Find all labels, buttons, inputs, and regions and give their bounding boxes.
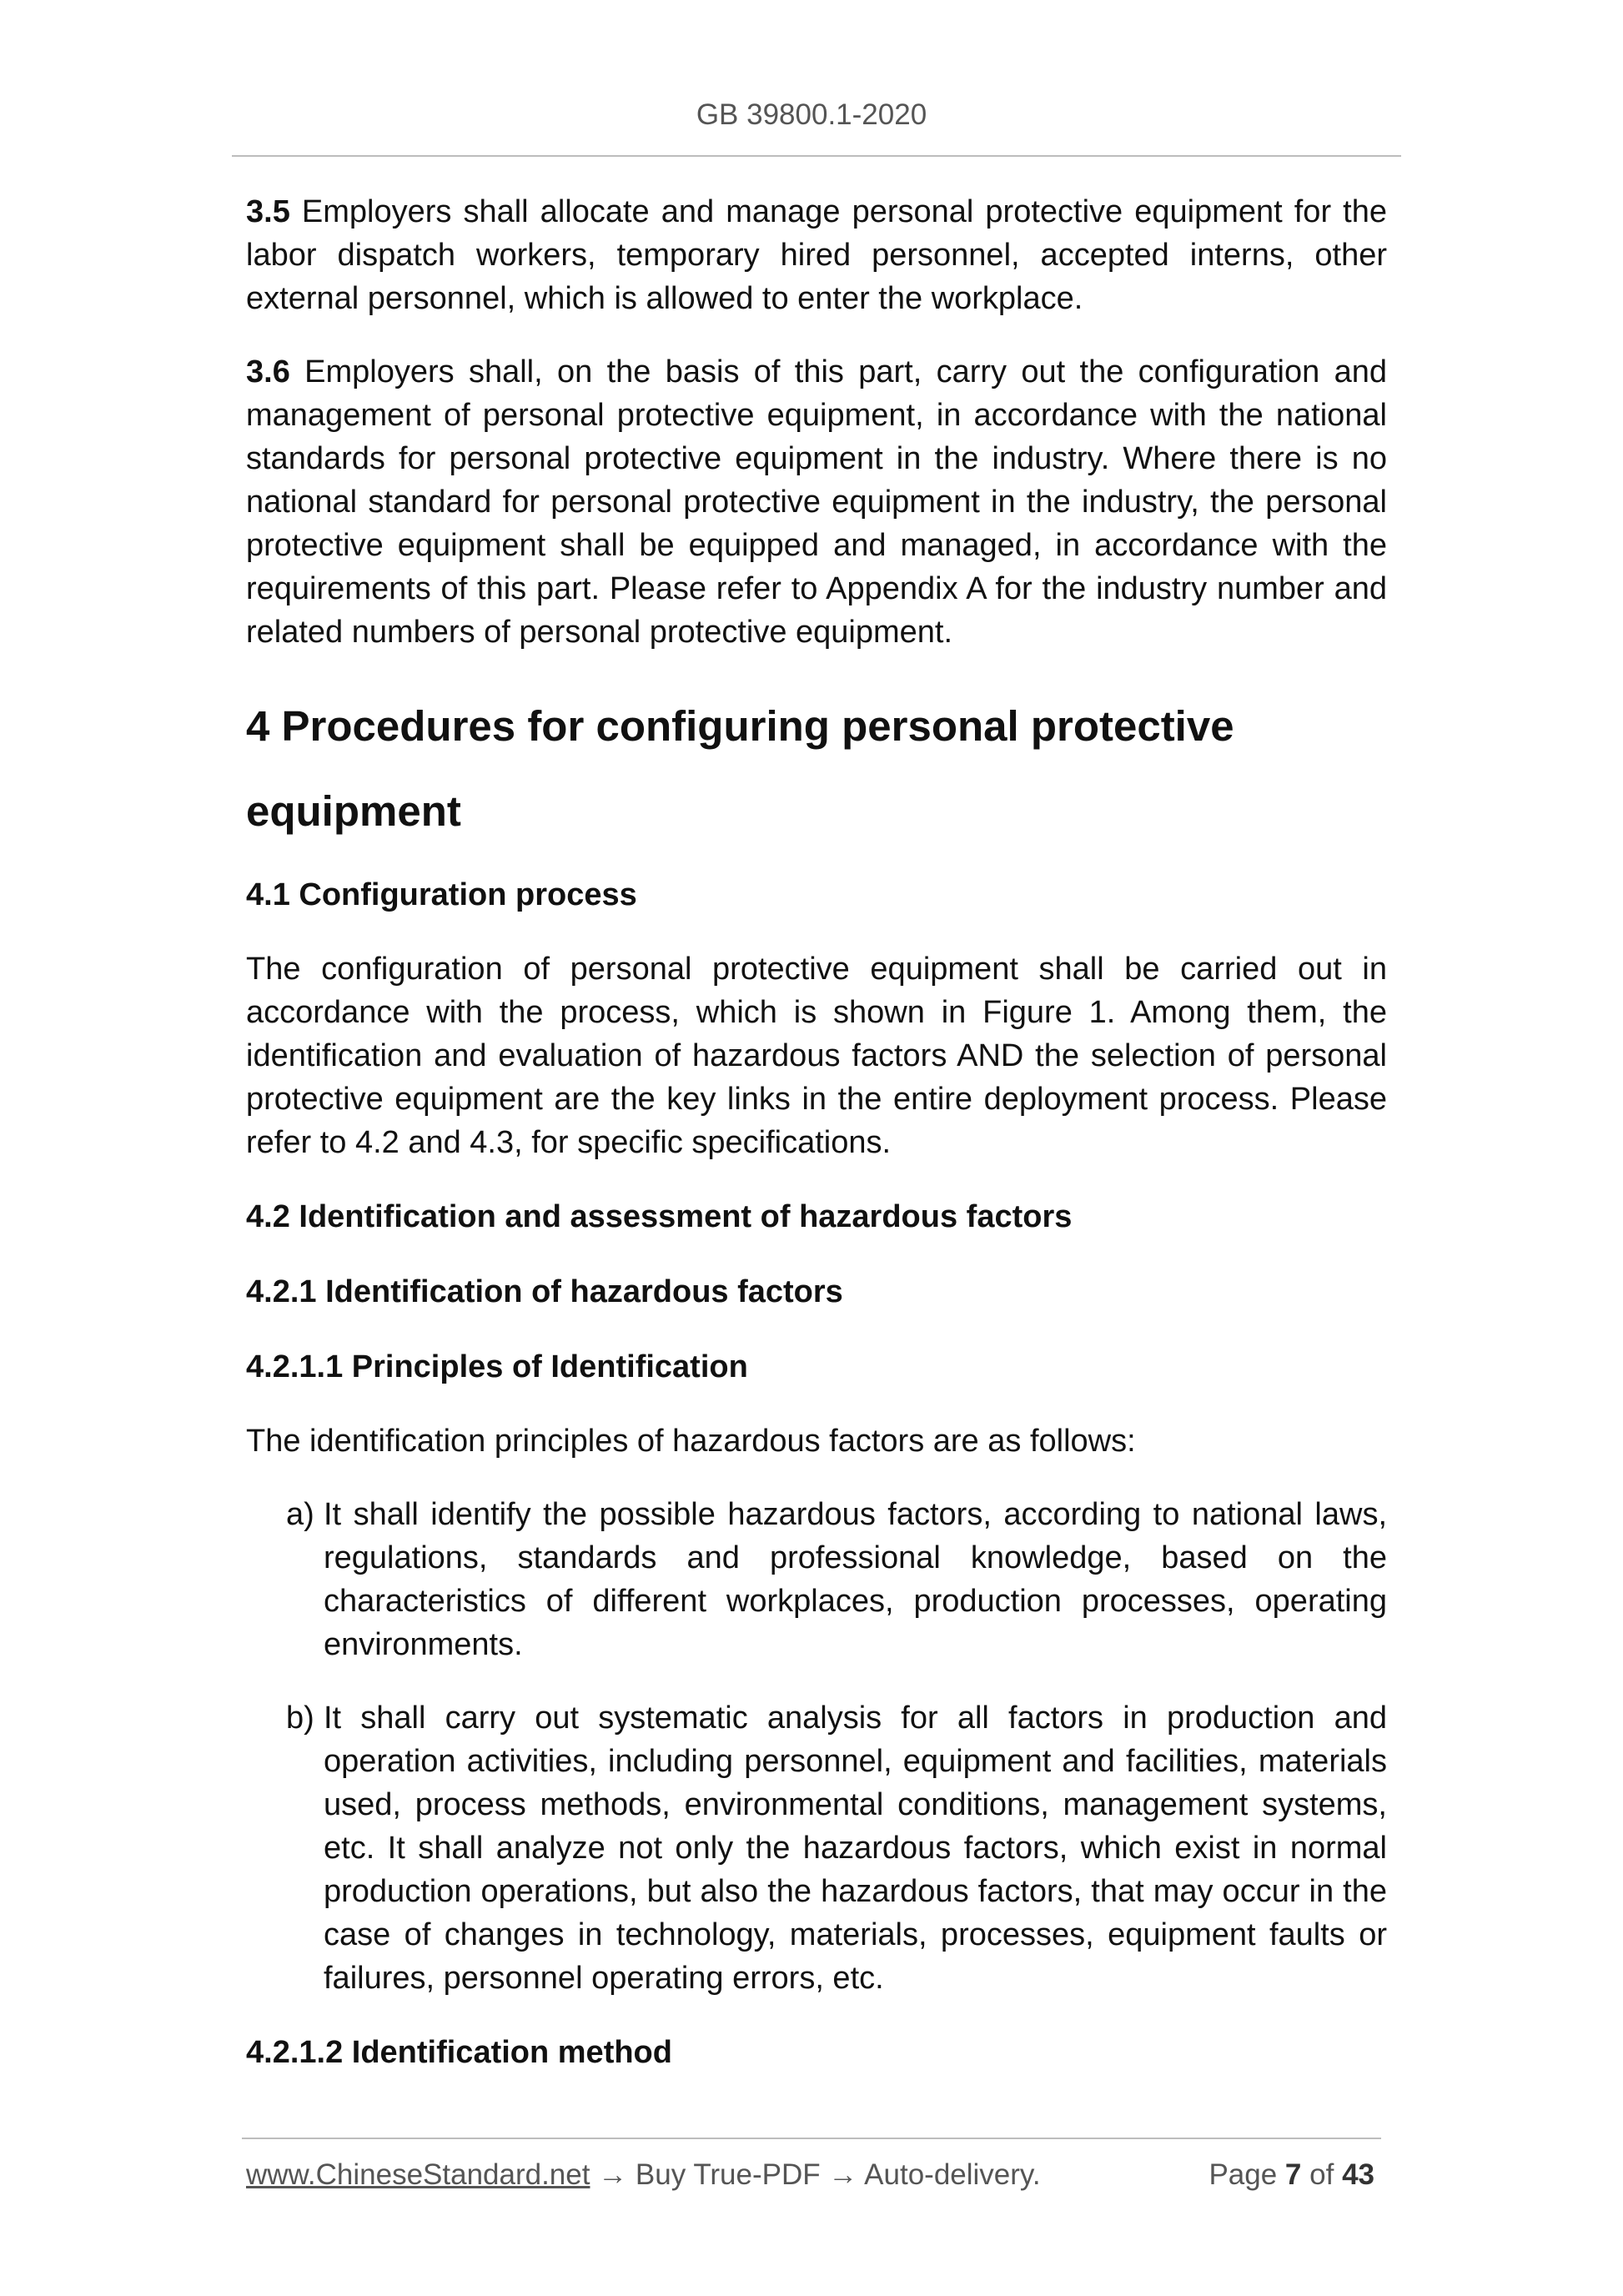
list-item-b	[246, 1696, 1387, 2000]
page-of: of	[1309, 2158, 1334, 2191]
clause-number: 3.6	[246, 354, 290, 389]
clause-text: Employers shall, on the basis of this part, carry out the configuration and management of personal protective equipment, in accordance with the national standards for personal protective equipment in the industry. Where there is no national standard for personal protective equipment in the industry, the personal protective equipment shall be equipped and managed, in accordance with the requirements of this part. Please refer to Appendix A for the industry number and related numbers of personal protective equipment.	[246, 354, 1387, 650]
clause-text: Employers shall allocate and manage personal protective equipment for the labor dispatch workers, temporary hired personnel, accepted interns, other external personnel, which is allowed to enter the workplace.	[246, 194, 1387, 316]
document-body	[246, 190, 1387, 2105]
section-4-1-heading: 4.1 Configuration process	[246, 877, 637, 912]
page-current: 7	[1284, 2158, 1302, 2191]
page-label: Page	[1208, 2158, 1278, 2191]
section-4-1-paragraph: The configuration of personal protective equipment shall be carried out in accordance with the process, which is shown in Figure 1. Among them, the identification and evaluation of hazardous factors AND the selection of personal protective equipment are the key links in the entire deployment process. Please refer to 4.2 and 4.3, for specific specifications.	[246, 952, 1387, 1160]
page-header-standard-number: GB 39800.1-2020	[696, 98, 927, 131]
list-marker: b)	[286, 1701, 314, 1736]
page-total: 43	[1342, 2158, 1374, 2191]
chinesestandard-link[interactable]: www.ChineseStandard.net	[246, 2158, 590, 2191]
section-4-2-1-2-heading: 4.2.1.2 Identification method	[246, 2035, 672, 2070]
section-4-2-heading: 4.2 Identification and assessment of hazardous factors	[246, 1199, 1073, 1234]
list-item-text: It shall carry out systematic analysis for all factors in production and operation activities, including personnel, equipment and facilities, materials used, process methods, environmental conditions, management systems, etc. It shall analyze not only the hazardous factors, which exist in normal production operations, but also the hazardous factors, that may occur in the case of changes in technology, materials, processes, equipment faults or failures, personnel operating errors, etc.	[324, 1701, 1387, 1996]
section-4-2-1-1-intro: The identification principles of hazardous factors are as follows:	[246, 1424, 1136, 1459]
list-item-text: It shall identify the possible hazardous factors, according to national laws, regulations, standards and professional knowledge, based on the characteristics of different workplaces, production processes, operating environments.	[324, 1497, 1387, 1662]
list-item-a	[246, 1493, 1387, 1666]
clause-3-5	[246, 190, 1387, 320]
page-footer	[246, 2158, 1381, 2192]
page-number	[1208, 2158, 1374, 2192]
clause-number: 3.5	[246, 194, 290, 229]
footer-divider	[242, 2138, 1381, 2139]
section-4-2-1-1-heading: 4.2.1.1 Principles of Identification	[246, 1349, 748, 1384]
section-4-heading: 4 Procedures for configuring personal protective equipment	[246, 702, 1234, 835]
footer-tagline: → Buy True-PDF → Auto-delivery.	[590, 2158, 1041, 2191]
list-marker: a)	[286, 1497, 314, 1532]
header-divider	[232, 155, 1401, 157]
clause-3-6	[246, 350, 1387, 654]
section-4-2-1-heading: 4.2.1 Identification of hazardous factors	[246, 1274, 843, 1309]
